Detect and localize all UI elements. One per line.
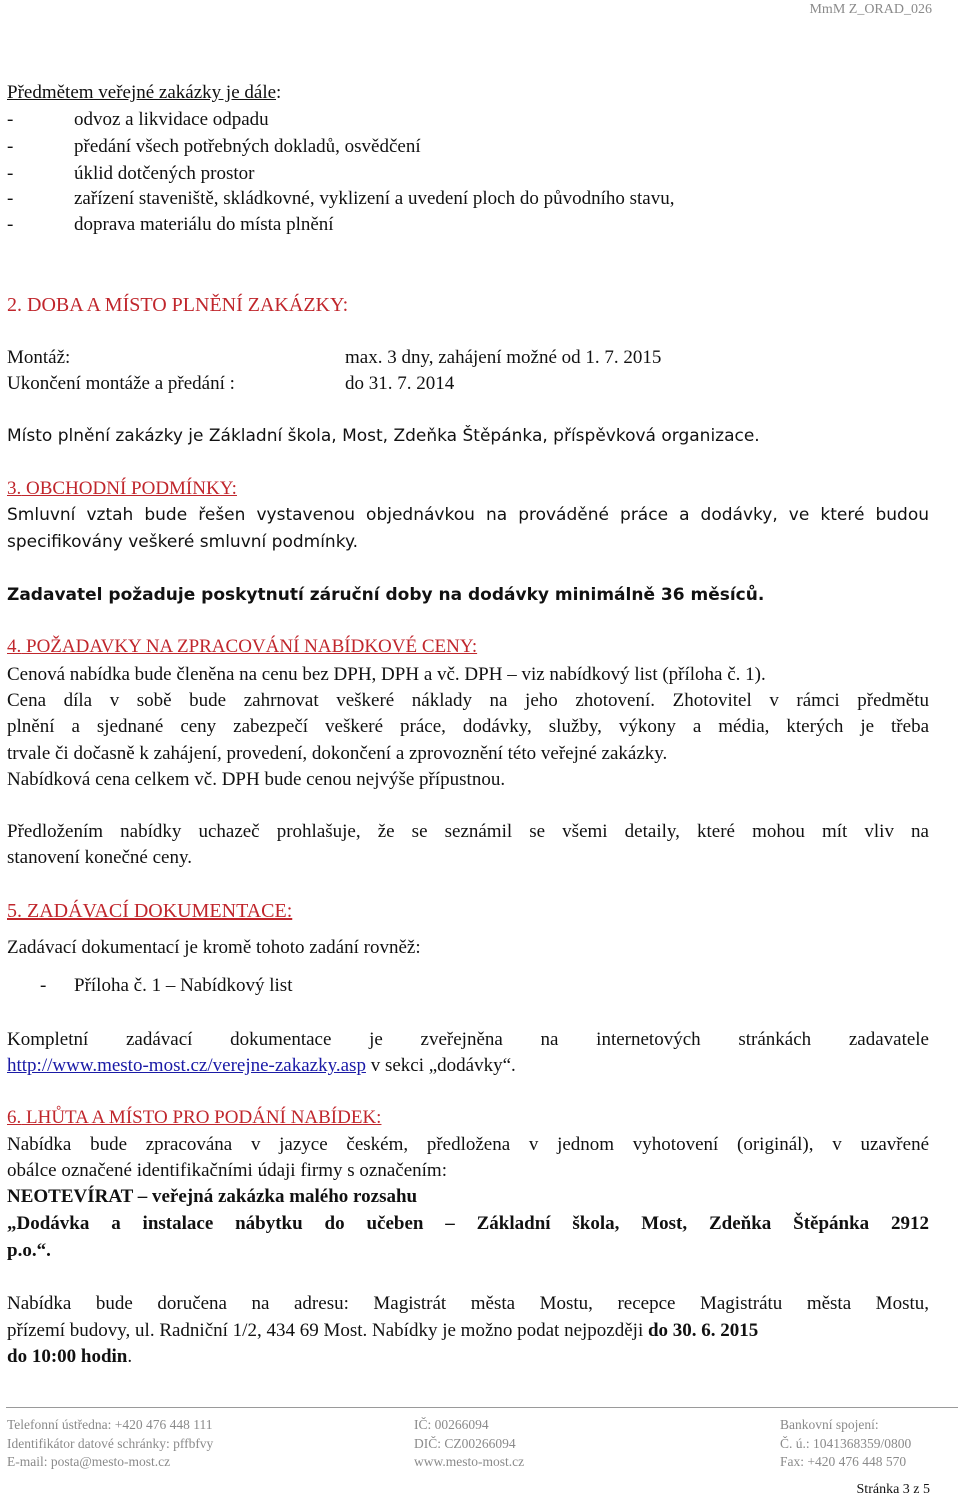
footer-account: Č. ú.: 1041368359/0800: [780, 1436, 912, 1451]
deadline-time-line: [7, 1346, 132, 1368]
deadline-period: .: [127, 1346, 133, 1367]
list-item-text: doprava materiálu do místa plnění: [74, 214, 334, 235]
s4-paragraph-line: plnění a sjednané ceny zabezpečí veškeré práce, dodávky, služby, výkony a média, kterých je třeba: [7, 716, 929, 737]
envelope-title-line: p.o.“.: [7, 1240, 51, 1261]
intro-list-item: [7, 109, 269, 131]
intro-list-item: [7, 214, 334, 236]
list-dash: -: [7, 136, 14, 157]
s5-publication-line: Kompletní zadávací dokumentace je zveřejněna na internetových stránkách zadavatele: [7, 1029, 929, 1050]
footer-divider: [6, 1407, 958, 1408]
s4-declaration-line: Předložením nabídky uchazeč prohlašuje, že se seznámil se všemi detaily, které mohou mít vliv na: [7, 821, 929, 842]
intro-heading-line: [7, 82, 281, 104]
intro-list-item: [7, 163, 255, 185]
intro-heading-colon: :: [276, 82, 282, 103]
section-title: LHŮTA A MÍSTO PRO PODÁNÍ NABÍDEK:: [26, 1107, 382, 1128]
section-number: 4.: [7, 636, 22, 657]
page-number: Stránka 3 z 5: [856, 1482, 930, 1497]
s4-paragraph-line: Cena díla v sobě bude zahrnovat veškeré náklady na jeho zhotovení. Zhotovitel v rámci předmětu: [7, 690, 929, 711]
intro-list-item: [7, 188, 675, 210]
s3-paragraph-line: Smluvní vztah bude řešen vystavenou objednávkou na prováděné práce a dodávky, ve které budou: [7, 505, 929, 525]
section-5-heading: [7, 900, 292, 923]
list-item-text: Příloha č. 1 – Nabídkový list: [74, 975, 293, 996]
section-number: 3.: [7, 478, 22, 499]
footer-bank: Bankovní spojení:: [780, 1417, 879, 1432]
section-2-heading: [7, 294, 348, 317]
list-dash: -: [7, 163, 14, 184]
s6-paragraph-line: Nabídka bude zpracována v jazyce českém, předložena v jednom vyhotovení (originál), v uzavřené: [7, 1134, 929, 1155]
section-3-heading: [7, 478, 237, 500]
footer-fax: Fax: +420 476 448 570: [780, 1454, 907, 1469]
s4-paragraph-line: Nabídková cena celkem vč. DPH bude cenou nejvýše přípustnou.: [7, 769, 506, 790]
delivery-address-line: Nabídka bude doručena na adresu: Magistrát města Mostu, recepce Magistrátu města Mostu,: [7, 1293, 929, 1314]
tender-docs-link[interactable]: http://www.mesto-most.cz/verejne-zakazky.asp: [7, 1055, 366, 1076]
footer-datovka: Identifikátor datové schránky: pffbfvy: [7, 1436, 214, 1451]
footer-phone: Telefonní ústředna: +420 476 448 111: [7, 1417, 213, 1432]
s3-paragraph-line: specifikovány veškeré smluvní podmínky.: [7, 532, 358, 552]
footer-email: E-mail: posta@mesto-most.cz: [7, 1454, 171, 1469]
document-code: MmM Z_ORAD_026: [809, 2, 932, 17]
footer-dic: DIČ: CZ00266094: [414, 1436, 516, 1451]
list-dash: -: [7, 109, 14, 130]
section-title: POŽADAVKY NA ZPRACOVÁNÍ NABÍDKOVÉ CENY:: [26, 636, 478, 657]
section-title: OBCHODNÍ PODMÍNKY:: [26, 478, 237, 499]
deadline-intro: přízemí budovy, ul. Radniční 1/2, 434 69 Most. Nabídky je možno podat nejpozději: [7, 1320, 648, 1341]
s6-paragraph-line: obálce označené identifikačními údaji firmy s označením:: [7, 1160, 447, 1181]
deadline-date: do 30. 6. 2015: [647, 1320, 759, 1341]
list-item-text: předání všech potřebných dokladů, osvědčení: [74, 136, 421, 157]
deadline-time: do 10:00 hodin: [7, 1346, 128, 1367]
montaz-value: max. 3 dny, zahájení možné od 1. 7. 2015: [345, 347, 662, 368]
s5-publication-line-2: [7, 1055, 516, 1077]
list-item-text: odvoz a likvidace odpadu: [74, 109, 269, 130]
section-title: ZADÁVACÍ DOKUMENTACE:: [27, 900, 293, 922]
intro-heading: Předmětem veřejné zakázky je dále: [7, 82, 277, 103]
delivery-address-line-2: [7, 1320, 758, 1342]
list-item-text: zařízení staveniště, skládkovné, vyklizení a uvedení ploch do původního stavu,: [74, 188, 675, 209]
s5-intro: Zadávací dokumentací je kromě tohoto zadání rovněž:: [7, 937, 421, 958]
envelope-label: NEOTEVÍRAT – veřejná zakázka malého rozsahu: [7, 1186, 418, 1207]
ukonceni-label: Ukončení montáže a předání :: [7, 373, 235, 394]
section-number: 5.: [7, 900, 22, 922]
s4-paragraph-line: Cenová nabídka bude členěna na cenu bez DPH, DPH a vč. DPH – viz nabídkový list (příloha č. 1).: [7, 664, 766, 685]
s4-declaration-line: stanovení konečné ceny.: [7, 847, 192, 868]
s4-paragraph-line: trvale či dočasně k zahájení, provedení, dokončení a zprovoznění této veřejné zakázky.: [7, 743, 668, 764]
footer-web: www.mesto-most.cz: [414, 1454, 525, 1469]
section-number: 6.: [7, 1107, 22, 1128]
list-item-text: úklid dotčených prostor: [74, 163, 255, 184]
envelope-title-line: „Dodávka a instalace nábytku do učeben – Základní škola, Most, Zdeňka Štěpánka 2912: [7, 1213, 929, 1234]
list-dash: -: [40, 975, 47, 996]
section-4-heading: [7, 636, 477, 658]
link-suffix: v sekci „dodávky“.: [365, 1055, 516, 1076]
list-dash: -: [7, 214, 14, 235]
warranty-requirement: Zadavatel požaduje poskytnutí záruční doby na dodávky minimálně 36 měsíců.: [7, 585, 765, 605]
intro-list-item: [7, 136, 421, 158]
section-title: DOBA A MÍSTO PLNĚNÍ ZAKÁZKY:: [27, 294, 349, 316]
section-number: 2.: [7, 294, 22, 316]
section-6-heading: [7, 1107, 381, 1129]
ukonceni-value: do 31. 7. 2014: [345, 373, 455, 394]
montaz-label: Montáž:: [7, 347, 71, 368]
footer-ic: IČ: 00266094: [414, 1417, 489, 1432]
place-of-performance: Místo plnění zakázky je Základní škola, Most, Zdeňka Štěpánka, příspěvková organizace.: [7, 426, 760, 446]
list-dash: -: [7, 188, 14, 209]
